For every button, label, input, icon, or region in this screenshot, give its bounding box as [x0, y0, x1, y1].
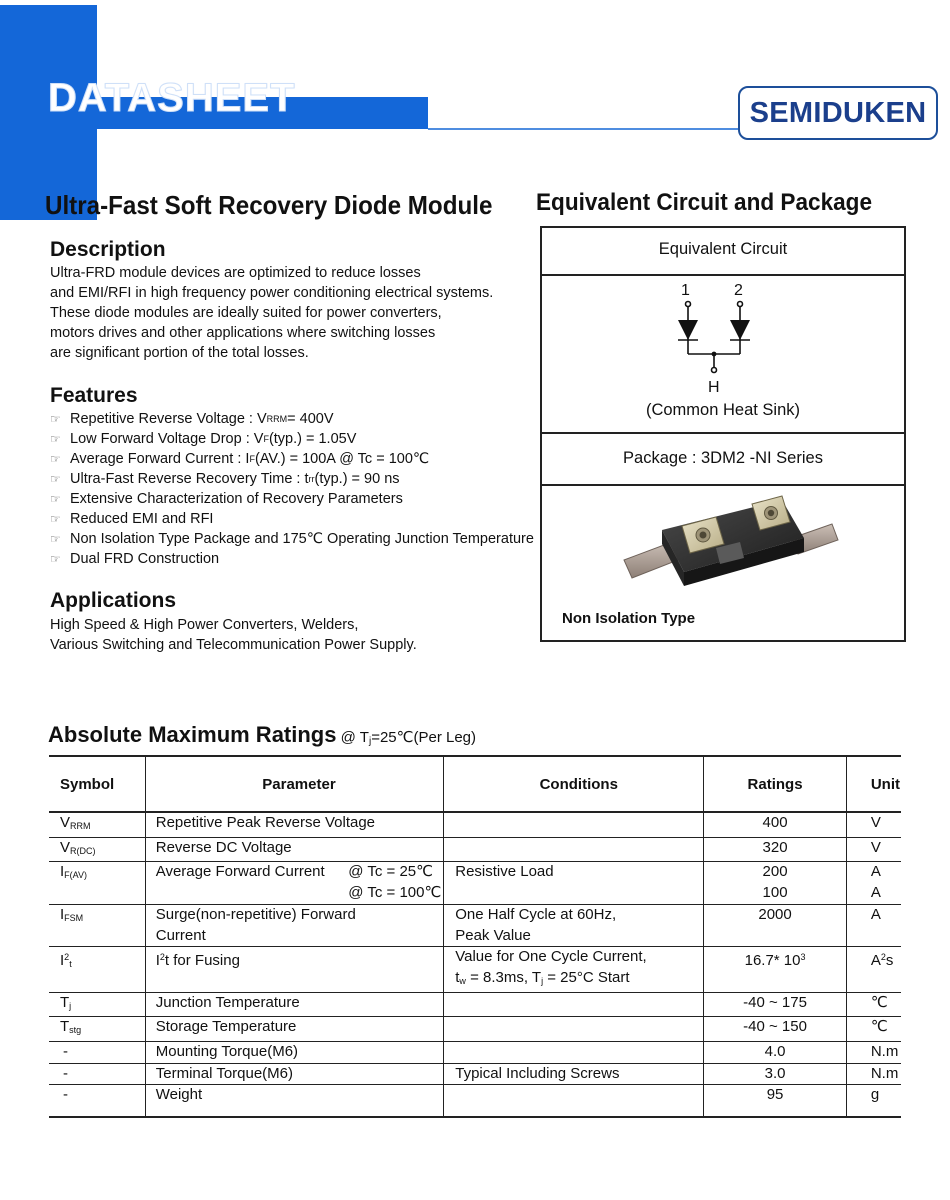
description-line: motors drives and other applications where switching losses [50, 325, 436, 341]
table-row: $V_{R(DC)}$ Reverse DC Voltage 320 V [49, 837, 901, 862]
feature-item: ☞ Dual FRD Construction [50, 551, 220, 567]
pointing-hand-icon: ☞ [50, 412, 61, 426]
package-type-label: Non Isolation Type [562, 610, 696, 627]
table-row: $I_{F(AV)}$ Average Forward Current @ Tc = 25℃ @ Tc = 100℃ Resistive Load 200 100 A A [49, 862, 901, 904]
pointing-hand-icon: ☞ [50, 552, 61, 566]
table-row: - Weight 95 g [49, 1085, 901, 1118]
features-heading: Features [50, 384, 138, 407]
description-heading: Description [50, 238, 166, 261]
applications-line: High Speed & High Power Converters, Welders, [50, 617, 359, 633]
divider [542, 432, 904, 434]
pin2-label: 2 [734, 282, 743, 299]
col-ratings: Ratings [704, 756, 847, 812]
description-line: and EMI/RFI in high frequency power conditioning electrical systems. [50, 285, 494, 301]
pointing-hand-icon: ☞ [50, 432, 61, 446]
datasheet-label: DATASHEET [48, 76, 296, 120]
table-row: $I^2_t$ $I^2t$ for Fusing Value for One Cycle Current, $t_w = 8.3ms$, $T_j = 25^\circ C$ Start 16.7* $10^3$ $A^2s$ [49, 947, 901, 992]
pointing-hand-icon: ☞ [50, 532, 61, 546]
col-unit: Unit [846, 756, 901, 812]
module-package-image [612, 490, 842, 600]
feature-item: ☞ Low Forward Voltage Drop : V F (typ.) = 1.05V [50, 431, 357, 447]
feature-item: ☞ Reduced EMI and RFI [50, 511, 214, 527]
table-row: $T_{stg}$ Storage Temperature -40 ~ 150 ℃ [49, 1017, 901, 1042]
table-row: $I_{FSM}$ Surge(non-repetitive) Forward Current One Half Cycle at 60Hz, Peak Value 2000 A [49, 904, 901, 946]
table-row: $V_{RRM}$ Repetitive Peak Reverse Voltage 400 V [49, 812, 901, 837]
col-symbol: Symbol [49, 756, 145, 812]
brand-logo [738, 86, 938, 140]
feature-item: ☞ Repetitive Reverse Voltage : V RRM = 400V [50, 411, 334, 427]
feature-item: ☞ Non Isolation Type Package and 175℃ Operating Junction Temperature [50, 531, 534, 547]
feature-item: ☞ Average Forward Current : I F (AV.) = 100A @ Tc = 100℃ [50, 451, 430, 467]
ratings-table [49, 755, 901, 1118]
description-line: Ultra-FRD module devices are optimized to reduce losses [50, 265, 421, 281]
diode2-symbol [730, 320, 750, 340]
heatsink-label: (Common Heat Sink) [645, 401, 801, 419]
pointing-hand-icon: ☞ [50, 512, 61, 526]
pointing-hand-icon: ☞ [50, 452, 61, 466]
product-title: Ultra-Fast Soft Recovery Diode Module [45, 190, 493, 220]
diode-circuit-diagram [542, 278, 904, 378]
pinH-terminal [712, 368, 717, 373]
description-text [50, 263, 493, 363]
col-parameter: Parameter [145, 756, 444, 812]
equivalent-heading: Equivalent Circuit and Package [536, 189, 873, 216]
circuit-package-box [540, 226, 906, 642]
description-line: are significant portion of the total losses. [50, 345, 309, 361]
col-conditions: Conditions [444, 756, 704, 812]
table-header-row [49, 756, 901, 812]
table-row: - Terminal Torque(M6) Typical Including Screws 3.0 N.m [49, 1063, 901, 1085]
divider [542, 484, 904, 486]
feature-item: ☞ Ultra-Fast Reverse Recovery Time : t rr (typ.) = 90 ns [50, 471, 400, 487]
description-line: These diode modules are ideally suited for power converters, [50, 305, 442, 321]
feature-item: ☞ Extensive Characterization of Recovery Parameters [50, 491, 403, 507]
circuit-label: Equivalent Circuit [658, 240, 788, 258]
package-label: Package : 3DM2 -NI Series [623, 449, 823, 467]
features-list [50, 409, 534, 569]
pointing-hand-icon: ☞ [50, 472, 61, 486]
diode1-symbol [678, 320, 698, 340]
ratings-heading: Absolute Maximum Ratings @ $T_j=25℃(Per$ Leg) [48, 722, 477, 747]
applications-line: Various Switching and Telecommunication Power Supply. [50, 637, 417, 653]
brand-name: SEMIDUKEN [749, 96, 927, 129]
pointing-hand-icon: ☞ [50, 492, 61, 506]
applications-heading: Applications [50, 589, 177, 612]
pin1-terminal [686, 302, 691, 307]
table-row: $T_j$ Junction Temperature -40 ~ 175 ℃ [49, 992, 901, 1017]
applications-text [50, 615, 417, 655]
pinH-label: H [708, 379, 720, 396]
table-row: - Mounting Torque(M6) 4.0 N.m [49, 1042, 901, 1064]
divider [542, 274, 904, 276]
pin2-terminal [738, 302, 743, 307]
pin1-label: 1 [681, 282, 690, 299]
